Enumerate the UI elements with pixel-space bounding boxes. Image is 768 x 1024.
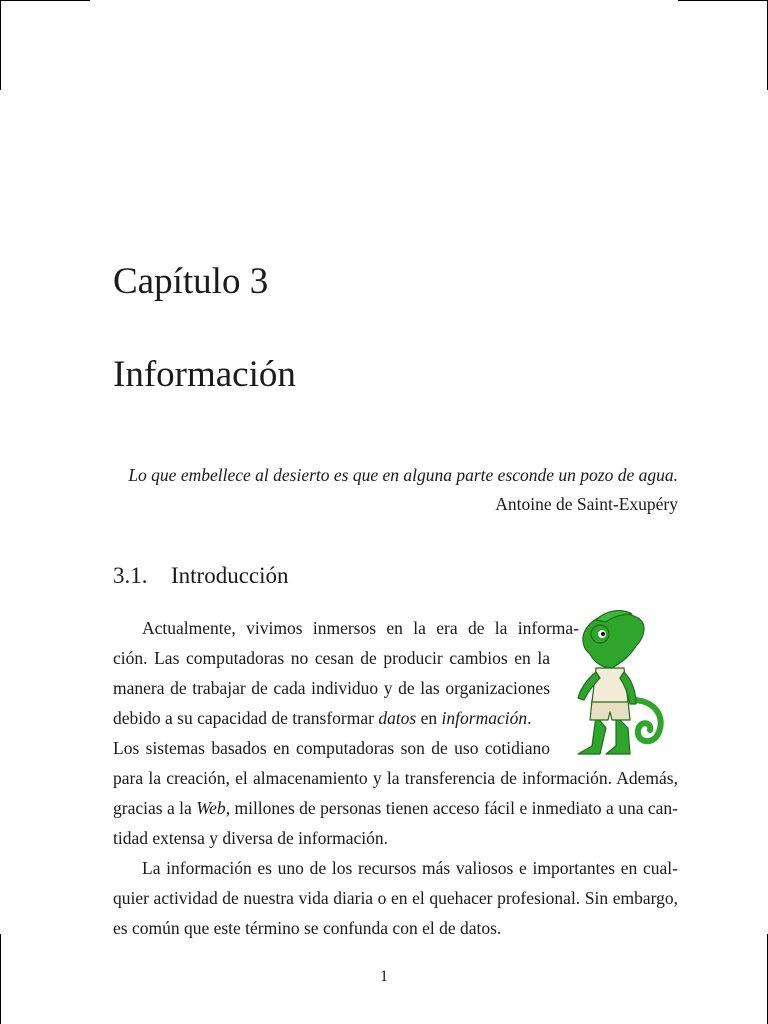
paragraph-1-line-1: Actualmente, vivimos inmersos en la era de la informa- bbox=[142, 618, 579, 638]
crop-mark-top-left-horizontal bbox=[0, 0, 90, 1]
paragraph-2-line-2: quier actividad de nuestra vida diaria o en el quehacer profesional. Sin embargo, bbox=[113, 888, 678, 908]
paragraph-1-line-5: Los sistemas basados en computadoras son de uso cotidiano bbox=[113, 738, 550, 758]
text-run: en bbox=[416, 708, 442, 728]
section-title: Introducción bbox=[171, 563, 289, 588]
paragraph-1-line-3: manera de trabajar de cada individuo y de las organizaciones bbox=[113, 678, 550, 698]
emphasis-informacion: información bbox=[441, 708, 528, 728]
paragraph-2-line-3: es común que este término se confunda con el de datos. bbox=[113, 918, 502, 938]
text-run: debido a su capacidad de transformar bbox=[113, 708, 379, 728]
emphasis-web: Web bbox=[196, 798, 226, 818]
paragraph-1-line-4 bbox=[113, 703, 550, 733]
emphasis-datos: datos bbox=[378, 708, 417, 728]
chapter-title: Información bbox=[113, 354, 296, 395]
section-heading bbox=[113, 560, 289, 592]
text-run: gracias a la bbox=[113, 798, 197, 818]
paragraph-2-line-1: La información es uno de los recursos más valiosos e importantes en cual- bbox=[142, 858, 678, 878]
section-number: 3.1. bbox=[113, 563, 148, 588]
paragraph-1-line-8: tidad extensa y diversa de información. bbox=[113, 828, 389, 848]
epigraph-quote: Lo que embellece al desierto es que en alguna parte esconde un pozo de agua. bbox=[128, 465, 678, 485]
text-run: , millones de personas tienen acceso fácil e inmediato a una can- bbox=[225, 798, 678, 818]
crop-mark-top-left-vertical bbox=[0, 0, 1, 90]
crop-mark-top-right-horizontal bbox=[678, 0, 768, 1]
epigraph bbox=[113, 461, 678, 519]
paragraph-1-line-6: para la creación, el almacenamiento y la transferencia de información. Además, bbox=[113, 768, 678, 788]
chapter-label: Capítulo 3 bbox=[113, 261, 269, 302]
paragraph-1-line-2: ción. Las computadoras no cesan de producir cambios en la bbox=[113, 648, 550, 668]
body-text bbox=[113, 613, 678, 943]
text-run: . bbox=[527, 708, 532, 728]
epigraph-author: Antoine de Saint-Exupéry bbox=[495, 494, 678, 514]
page-number: 1 bbox=[380, 968, 388, 985]
paragraph-1-line-7 bbox=[113, 793, 678, 823]
